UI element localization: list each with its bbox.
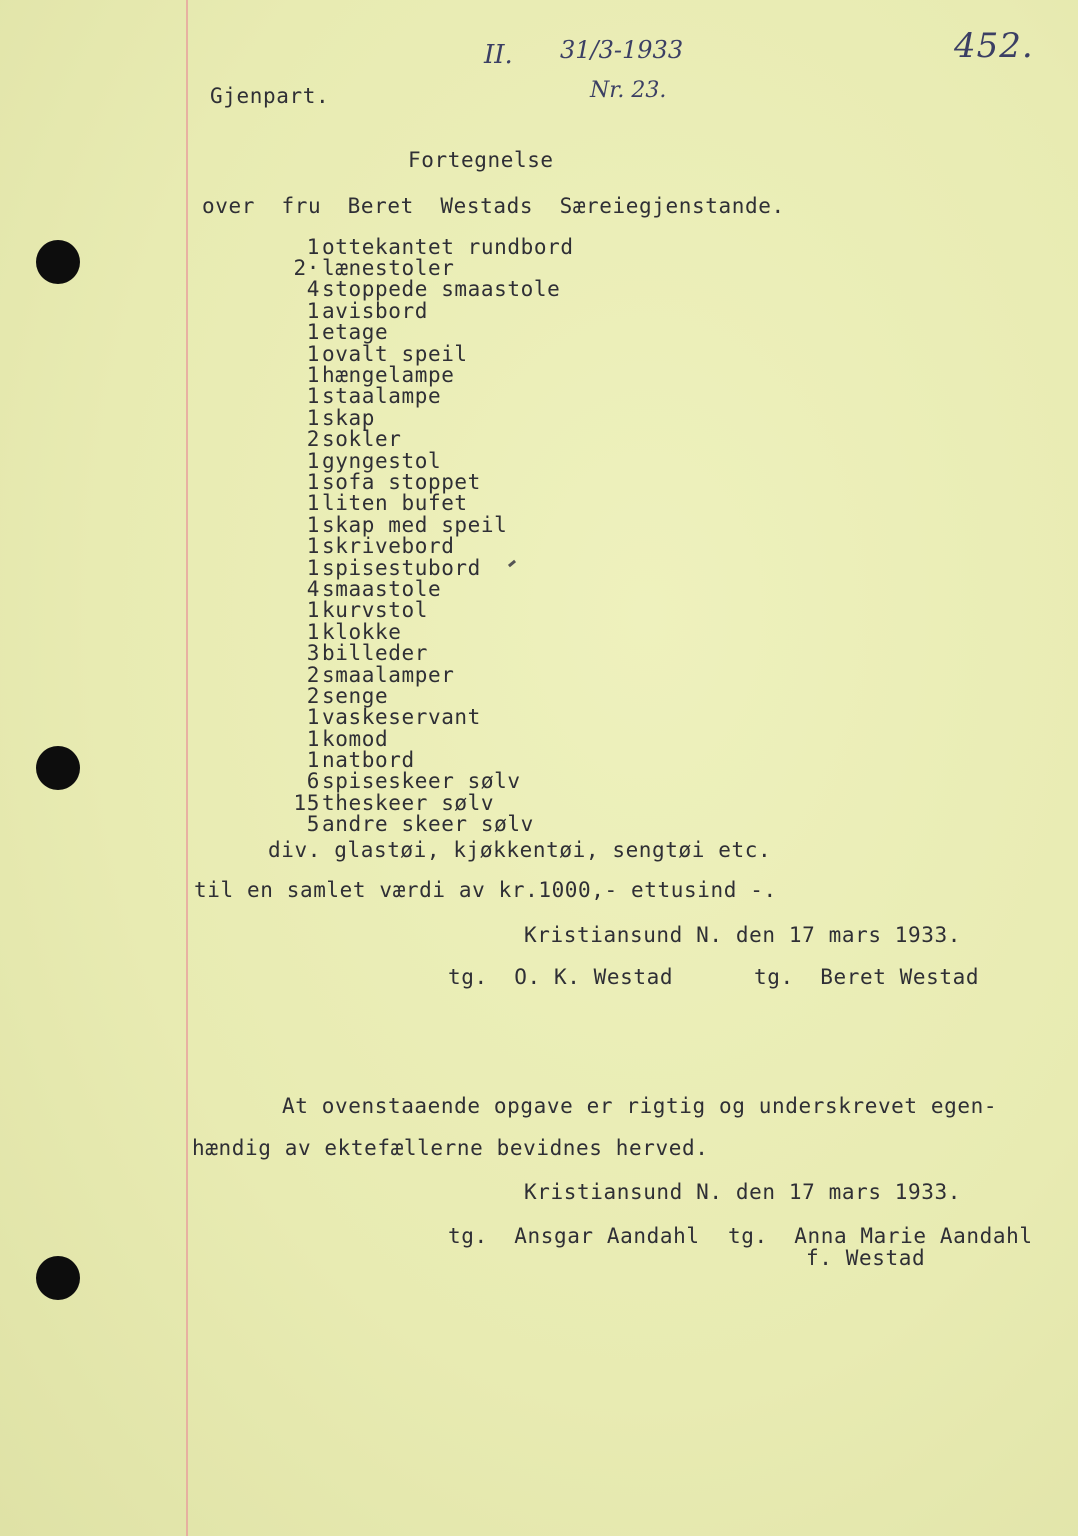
- item-quantity: 4: [306, 576, 320, 601]
- item-quantity: 2: [306, 427, 320, 452]
- inventory-item: [288, 557, 574, 578]
- copy-label: Gjenpart.: [210, 84, 330, 108]
- punch-hole: [36, 240, 80, 284]
- item-quantity: 2: [306, 662, 320, 687]
- inventory-item: [288, 685, 574, 706]
- item-quantity: 1: [306, 384, 320, 409]
- margin-rule: [186, 0, 188, 1536]
- inventory-item: [288, 600, 574, 621]
- punch-hole: [36, 1256, 80, 1300]
- item-quantity: 1: [306, 555, 320, 580]
- inventory-item: [288, 707, 574, 728]
- inventory-item: [288, 728, 574, 749]
- total-value-line: til en samlet værdi av kr.1000,- ettusind -.: [194, 878, 777, 902]
- item-quantity: 1: [306, 234, 320, 259]
- handwritten-number: Nr. 23.: [590, 78, 667, 103]
- item-quantity: 1: [306, 619, 320, 644]
- item-quantity: 1: [306, 405, 320, 430]
- item-name: stoppede smaastole: [322, 277, 561, 302]
- item-name: staalampe: [322, 384, 442, 409]
- item-name: lænestoler: [322, 256, 455, 281]
- item-name: theskeer sølv: [322, 790, 495, 815]
- item-name: hængelampe: [322, 363, 455, 388]
- inventory-list: [288, 236, 574, 835]
- item-quantity: 1: [306, 470, 320, 494]
- signature-witness-2-maiden: f. Westad: [806, 1246, 926, 1270]
- inventory-item: [288, 814, 574, 835]
- item-name: natbord: [322, 748, 415, 773]
- attestation-line-1: At ovenstaaende opgave er rigtig og underskrevet egen-: [282, 1094, 998, 1118]
- item-quantity: 1: [306, 491, 320, 516]
- item-name: skrivebord: [322, 534, 455, 559]
- item-name: klokke: [322, 619, 402, 644]
- item-quantity: 1: [306, 448, 320, 473]
- item-name: sofa stoppet: [322, 470, 481, 494]
- inventory-item: [288, 236, 574, 257]
- item-quantity: 1: [306, 512, 320, 537]
- item-quantity: 2·: [293, 256, 320, 281]
- item-quantity: 3: [306, 641, 320, 666]
- item-name: smaastole: [322, 576, 442, 601]
- item-name: gyngestol: [322, 448, 442, 473]
- inventory-item: [288, 363, 574, 388]
- signature-husband: tg. O. K. Westad: [448, 965, 674, 989]
- item-name: billeder: [322, 641, 428, 666]
- inventory-item: [288, 641, 574, 666]
- place-date: Kristiansund N. den 17 mars 1933.: [524, 923, 962, 947]
- place-date-witness: Kristiansund N. den 17 mars 1933.: [524, 1180, 962, 1204]
- item-quantity: 15: [293, 790, 320, 815]
- item-name: andre skeer sølv: [322, 812, 534, 837]
- item-quantity: 6: [306, 769, 320, 794]
- inventory-item: [288, 407, 574, 428]
- signature-witness-1: tg. Ansgar Aandahl: [448, 1224, 700, 1248]
- inventory-item: [288, 279, 574, 300]
- page-number: 452.: [954, 26, 1034, 66]
- punch-hole: [36, 746, 80, 790]
- inventory-item: [288, 534, 574, 559]
- inventory-item: [288, 300, 574, 321]
- inventory-item: [288, 256, 574, 281]
- item-quantity: 1: [306, 726, 320, 751]
- item-name: skap: [322, 405, 375, 430]
- item-name: ottekantet rundbord: [322, 234, 574, 259]
- item-quantity: 1: [306, 598, 320, 623]
- inventory-item: [288, 514, 574, 535]
- item-name: avisbord: [322, 298, 428, 323]
- item-name: sokler: [322, 427, 402, 452]
- item-name: senge: [322, 683, 389, 708]
- item-quantity: 1: [306, 748, 320, 773]
- item-name: liten bufet: [322, 491, 468, 516]
- inventory-item: [288, 429, 574, 450]
- document-subtitle: over fru Beret Westads Særeiegjenstande.: [202, 194, 785, 218]
- item-name: kurvstol: [322, 598, 428, 623]
- item-quantity: 1: [306, 341, 320, 366]
- item-name: spiseskeer sølv: [322, 769, 521, 794]
- inventory-item: [288, 664, 574, 685]
- book-ref: II.: [484, 40, 513, 70]
- item-quantity: 1: [306, 363, 320, 388]
- inventory-item: [288, 578, 574, 599]
- inventory-item: [288, 322, 574, 343]
- document-title: Fortegnelse: [408, 148, 554, 172]
- item-name: smaalamper: [322, 662, 455, 687]
- handwritten-date: 31/3-1933: [560, 36, 684, 64]
- signature-witness-2: tg. Anna Marie Aandahl: [728, 1224, 1033, 1248]
- item-quantity: 4: [306, 277, 320, 302]
- inventory-item: [288, 493, 574, 514]
- inventory-item: [288, 386, 574, 407]
- item-quantity: 2: [306, 683, 320, 708]
- inventory-item: [288, 621, 574, 642]
- misc-items-line: div. glastøi, kjøkkentøi, sengtøi etc.: [268, 838, 772, 862]
- inventory-item: [288, 450, 574, 471]
- item-quantity: 1: [306, 534, 320, 559]
- item-name: skap med speil: [322, 512, 508, 537]
- item-quantity: 1: [306, 320, 320, 345]
- item-quantity: 5: [306, 812, 320, 837]
- inventory-item: [288, 748, 574, 773]
- item-name: spisestubord: [322, 555, 481, 580]
- item-name: etage: [322, 320, 389, 345]
- inventory-item: [288, 471, 574, 492]
- item-name: vaskeservant: [322, 705, 481, 730]
- inventory-item: [288, 343, 574, 364]
- item-name: komod: [322, 726, 389, 751]
- signature-wife: tg. Beret Westad: [754, 965, 980, 989]
- inventory-item: [288, 792, 574, 813]
- item-quantity: 1: [306, 705, 320, 730]
- item-name: ovalt speil: [322, 341, 468, 366]
- item-quantity: 1: [306, 298, 320, 323]
- inventory-item: [288, 771, 574, 792]
- attestation-line-2: hændig av ektefællerne bevidnes herved.: [192, 1136, 709, 1160]
